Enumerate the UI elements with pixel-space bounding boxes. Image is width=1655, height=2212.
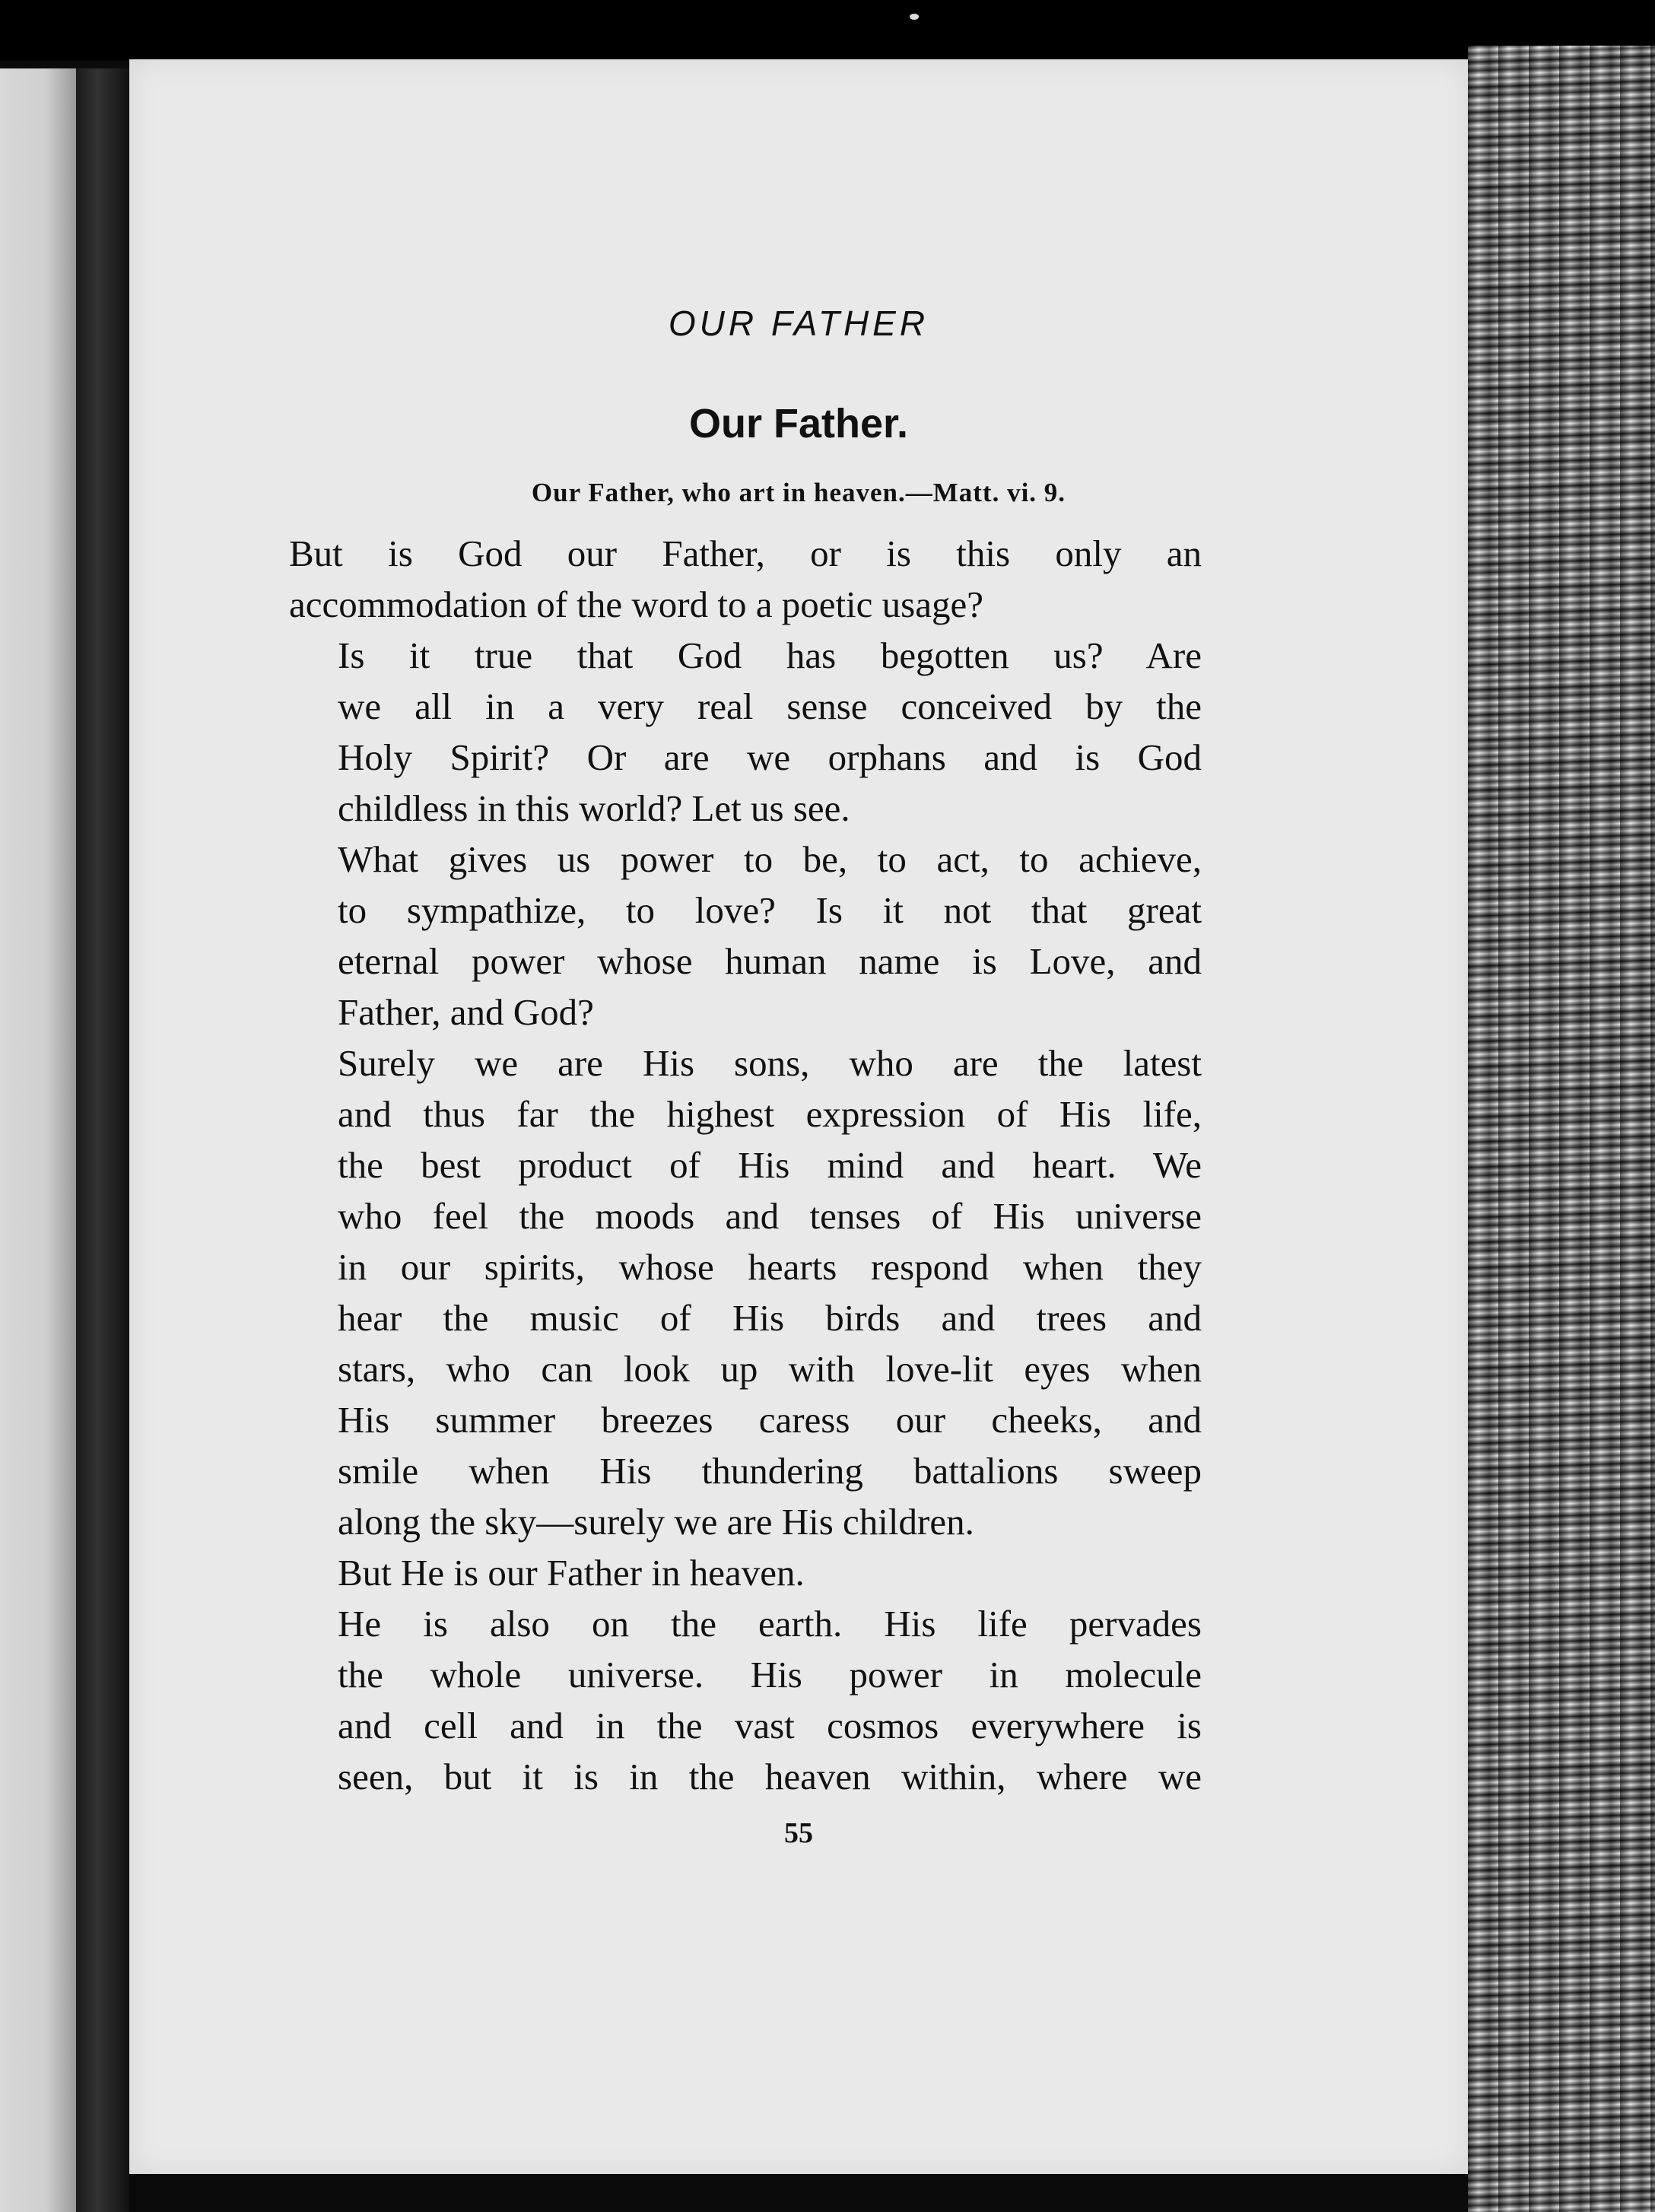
page-fore-edge xyxy=(1468,46,1655,2212)
body-text xyxy=(289,528,1202,1802)
text-line: the whole universe. His power in molecule xyxy=(338,1654,1202,1696)
text-line: Holy Spirit? Or are we orphans and is God xyxy=(338,736,1202,778)
text-line: Is it true that God has begotten us? Are xyxy=(338,634,1202,676)
paragraph xyxy=(289,1038,1202,1547)
text-line: stars, who can look up with love-lit eyes when xyxy=(338,1348,1202,1390)
text-line: But is God our Father, or is this only an xyxy=(289,532,1202,574)
scan-speck xyxy=(910,14,919,20)
scan-border-top xyxy=(0,0,1655,61)
text-line: His summer breezes caress our cheeks, and xyxy=(338,1399,1202,1441)
page-number: 55 xyxy=(784,1817,813,1849)
text-line: eternal power whose human name is Love, and xyxy=(338,940,1202,982)
text-line: along the sky—surely we are His children. xyxy=(338,1501,974,1543)
chapter-title: Our Father. xyxy=(688,401,909,447)
text-line: childless in this world? Let us see. xyxy=(338,787,850,829)
text-line: Father, and God? xyxy=(338,991,594,1033)
paragraph xyxy=(289,528,1202,630)
paragraph xyxy=(289,1547,1202,1598)
scan-border-bottom xyxy=(129,2174,1468,2212)
text-line: who feel the moods and tenses of His universe xyxy=(338,1195,1202,1237)
text-line: in our spirits, whose hearts respond when they xyxy=(338,1246,1202,1288)
text-line: to sympathize, to love? Is it not that great xyxy=(338,889,1202,931)
text-line: hear the music of His birds and trees and xyxy=(338,1297,1202,1339)
text-line: seen, but it is in the heaven within, where we xyxy=(338,1756,1202,1797)
facing-page-edge xyxy=(0,68,76,2212)
text-line: But He is our Father in heaven. xyxy=(338,1552,805,1594)
text-line: and cell and in the vast cosmos everywhere is xyxy=(338,1705,1202,1746)
paragraph xyxy=(289,834,1202,1038)
paragraph xyxy=(289,630,1202,834)
text-line: and thus far the highest expression of His life, xyxy=(338,1093,1202,1135)
text-line: we all in a very real sense conceived by the xyxy=(338,685,1202,727)
text-line: Surely we are His sons, who are the latest xyxy=(338,1042,1202,1084)
running-head: OUR FATHER xyxy=(668,304,929,343)
book-gutter xyxy=(76,68,129,2212)
text-line: the best product of His mind and heart. We xyxy=(338,1144,1202,1186)
paragraph xyxy=(289,1598,1202,1802)
text-line: He is also on the earth. His life pervades xyxy=(338,1603,1202,1645)
epigraph: Our Father, who art in heaven.—Matt. vi. 9. xyxy=(531,478,1066,507)
text-line: smile when His thundering battalions sweep xyxy=(338,1450,1202,1492)
text-line: What gives us power to be, to act, to achieve, xyxy=(338,838,1202,880)
text-line: accommodation of the word to a poetic usage? xyxy=(289,583,983,625)
